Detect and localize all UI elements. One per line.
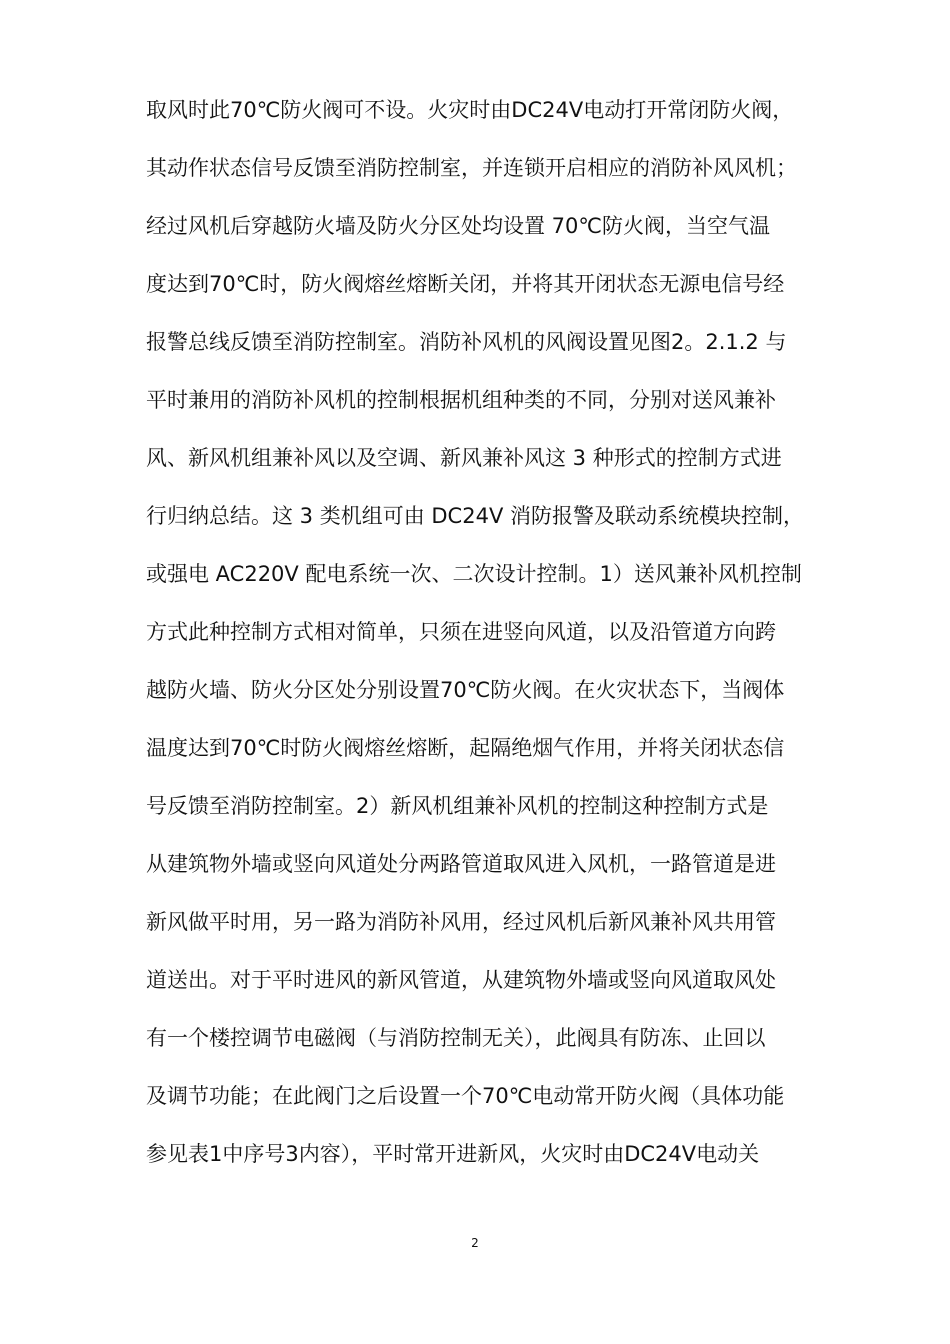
paragraph-line: 报警总线反馈至消防控制室。消防补风机的风阀设置见图2。2.1.2 与: [146, 330, 787, 354]
paragraph-line: 或强电 AC220V 配电系统一次、二次设计控制。1）送风兼补风机控制: [146, 562, 802, 586]
paragraph-line: 经过风机后穿越防火墙及防火分区处均设置 70℃防火阀，当空气温: [146, 214, 770, 238]
paragraph-line: 及调节功能；在此阀门之后设置一个70℃电动常开防火阀（具体功能: [146, 1084, 785, 1108]
paragraph-line: 号反馈至消防控制室。2）新风机组兼补风机的控制这种控制方式是: [146, 794, 769, 818]
paragraph-line: 度达到70℃时，防火阀熔丝熔断关闭，并将其开闭状态无源电信号经: [146, 272, 785, 296]
paragraph-line: 平时兼用的消防补风机的控制根据机组种类的不同，分别对送风兼补: [146, 388, 776, 412]
paragraph-line: 方式此种控制方式相对简单，只须在进竖向风道，以及沿管道方向跨: [146, 620, 776, 644]
paragraph-line: 有一个楼控调节电磁阀（与消防控制无关），此阀具有防冻、止回以: [146, 1026, 766, 1050]
paragraph-line: 越防火墙、防火分区处分别设置70℃防火阀。在火灾状态下，当阀体: [146, 678, 785, 702]
page-number: 2: [471, 1236, 479, 1250]
paragraph-line: 取风时此70℃防火阀可不设。火灾时由DC24V电动打开常闭防火阀，: [146, 98, 794, 122]
paragraph-line: 参见表1中序号3内容），平时常开进新风，火灾时由DC24V电动关: [146, 1142, 760, 1166]
paragraph-line: 风、新风机组兼补风以及空调、新风兼补风这 3 种形式的控制方式进: [146, 446, 782, 470]
paragraph-line: 新风做平时用，另一路为消防补风用，经过风机后新风兼补风共用管: [146, 910, 776, 934]
paragraph-line: 道送出。对于平时进风的新风管道，从建筑物外墙或竖向风道取风处: [146, 968, 776, 992]
paragraph-line: 其动作状态信号反馈至消防控制室，并连锁开启相应的消防补风风机；: [146, 156, 797, 180]
paragraph-line: 温度达到70℃时防火阀熔丝熔断，起隔绝烟气作用，并将关闭状态信: [146, 736, 785, 760]
paragraph-line: 行归纳总结。这 3 类机组可由 DC24V 消防报警及联动系统模块控制，: [146, 504, 804, 528]
paragraph-line: 从建筑物外墙或竖向风道处分两路管道取风进入风机，一路管道是进: [146, 852, 776, 876]
